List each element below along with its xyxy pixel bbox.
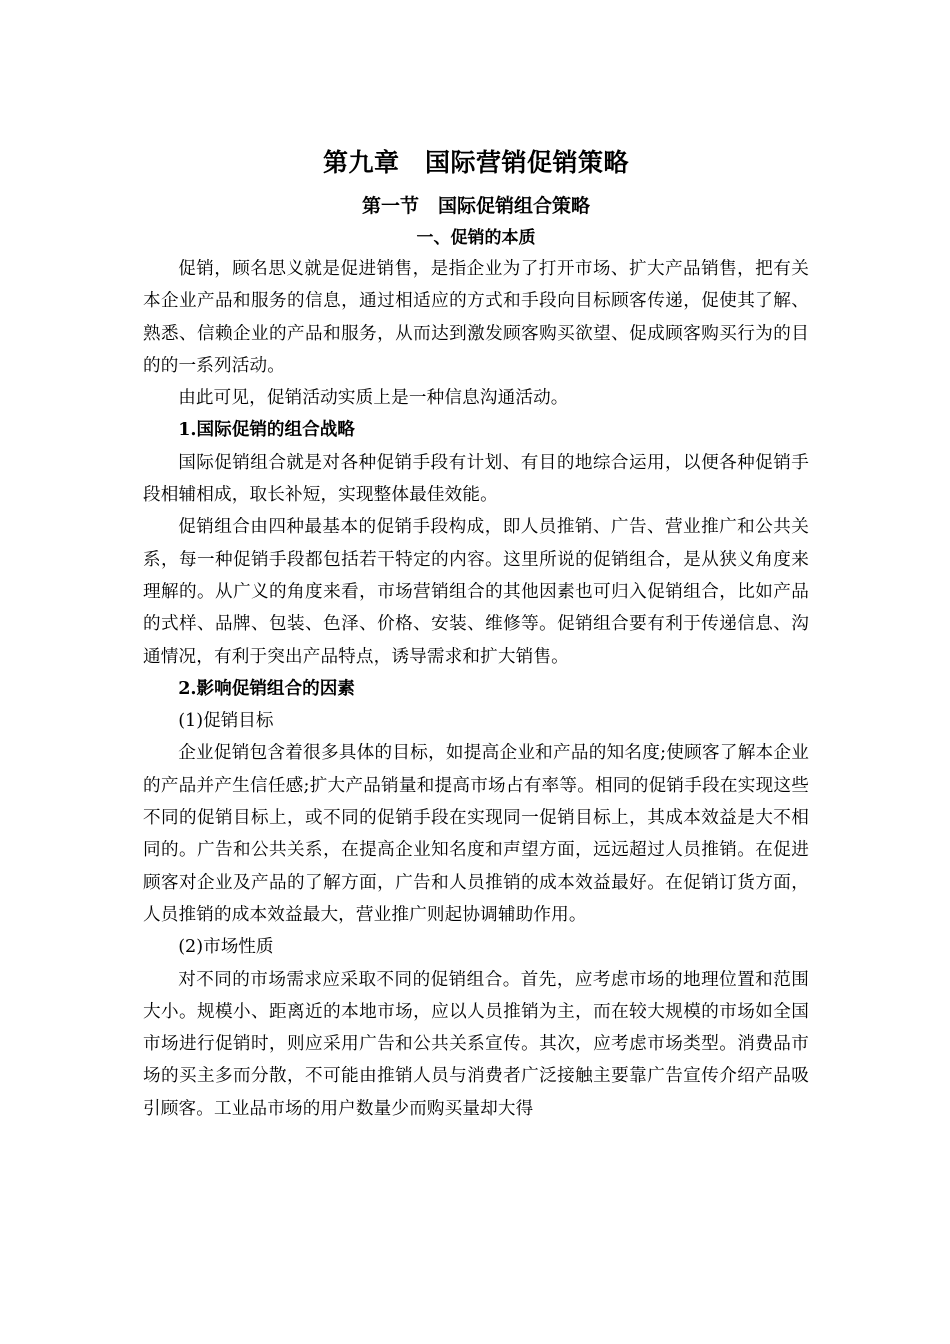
heading-promotion-mix-strategy: 1.国际促销的组合战略 (178, 419, 355, 441)
paragraph-market-nature: 对不同的市场需求应采取不同的促销组合。首先，应考虑市场的地理位置和范围大小。规模小、距离近的本地市场，应以人员推销为主，而在较大规模的市场如全国市场进行促销时，则应采用广告和公共关系宣传。其次，应考虑市场类型。消费品市场的买主多而分散，不可能由推销人员与消费者广泛接触主要靠广告宣传介绍产品吸引顾客。工业品市场的用户数量少而购买量却大得 (143, 969, 809, 1119)
document-body (143, 143, 809, 1125)
paragraph-promotion-objectives: 企业促销包含着很多具体的目标，如提高企业和产品的知名度;使顾客了解本企业的产品并产生信任感;扩大产品销量和提高市场占有率等。相同的促销手段在实现这些不同的促销目标上，或不同的促销手段在实现同一促销目标上，其成本效益是大不相同的。广告和公共关系，在提高企业知名度和声望方面，远远超过人员推销。在促进顾客对企业及产品的了解方面，广告和人员推销的成本效益最好。在促销订货方面，人员推销的成本效益最大，营业推广则起协调辅助作用。 (143, 743, 809, 925)
chapter-title: 第九章 国际营销促销策略 (322, 148, 629, 177)
paragraph-promotion-mix-definition: 国际促销组合就是对各种促销手段有计划、有目的地综合运用，以便各种促销手段相辅相成，取长补短，实现整体最佳效能。 (143, 452, 809, 506)
paragraph-promotion-definition: 促销，顾名思义就是促进销售，是指企业为了打开市场、扩大产品销售，把有关本企业产品和服务的信息，通过相适应的方式和手段向目标顾客传递，促使其了解、熟悉、信赖企业的产品和服务，从而达到激发顾客购买欲望、促成顾客购买行为的目的的一系列活动。 (143, 259, 809, 376)
section-title: 第一节 国际促销组合策略 (361, 195, 590, 217)
heading-promotion-mix-factors: 2.影响促销组合的因素 (178, 677, 355, 699)
item-promotion-objectives: (1)促销目标 (178, 711, 274, 732)
paragraph-promotion-mix-components: 促销组合由四种最基本的促销手段构成，即人员推销、广告、营业推广和公共关系，每一种促销手段都包括若干特定的内容。这里所说的促销组合，是从狭义角度来理解的。从广义的角度来看，市场营销组合的其他因素也可归入促销组合，比如产品的式样、品牌、包装、色泽、价格、安装、维修等。促销组合要有利于传递信息、沟通情况，有利于突出产品特点，诱导需求和扩大销售。 (143, 517, 809, 667)
subsection-title: 一、促销的本质 (416, 228, 536, 248)
item-market-nature: (2)市场性质 (178, 937, 274, 958)
paragraph-promotion-essence: 由此可见，促销活动实质上是一种信息沟通活动。 (178, 388, 569, 409)
